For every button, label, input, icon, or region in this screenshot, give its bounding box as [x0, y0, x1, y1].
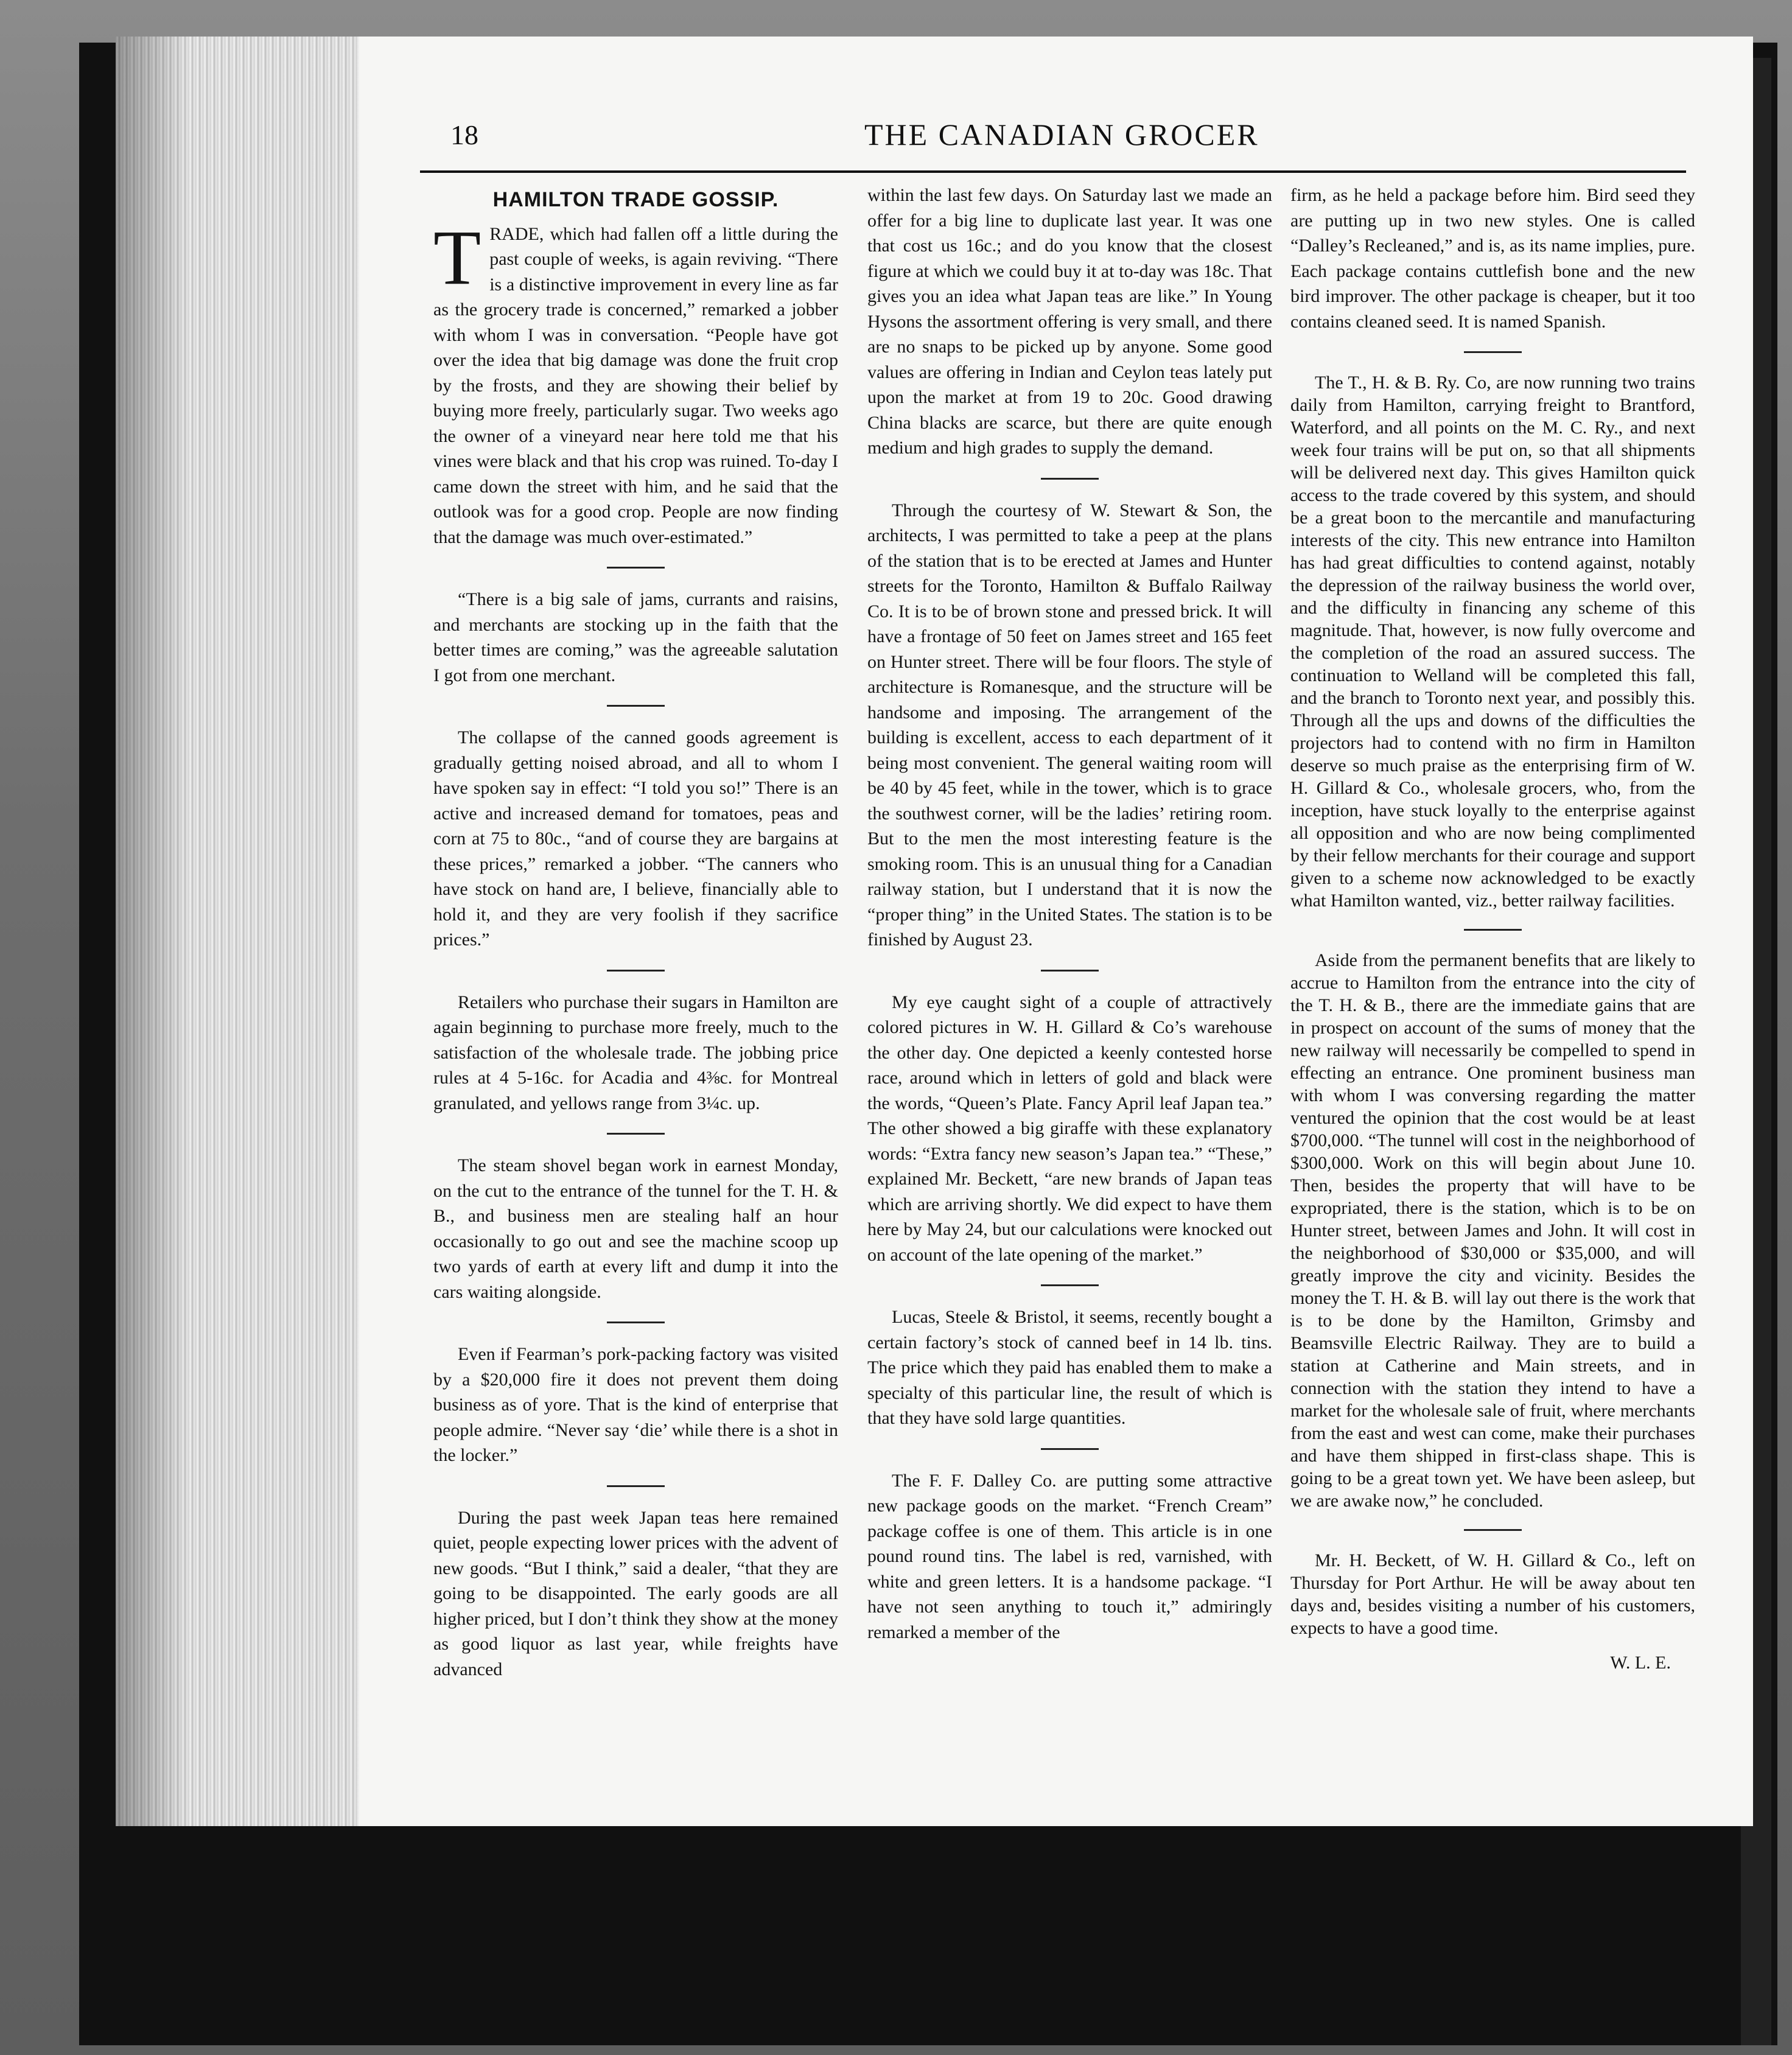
article-paragraph: Lucas, Steele & Bristol, it seems, recently bought a certain factory’s stock of canned beef in 14 lb. tins. The price which they paid has enabled them to make a specialty of this particular line, the result of which is that they have sold large quantities.	[867, 1307, 1272, 1428]
section-separator	[1041, 1448, 1099, 1450]
article-paragraph: TRADE, which had fallen off a little during the past couple of weeks, is again reviving. “There is a distinctive improvement in every line as far as the grocery trade is concerned,” remarked a jobber with whom I was in conversation. “People have got over the idea that big damage was done the fruit crop by the frosts, and they are showing their belief by buying more freely, particularly sugar. Two weeks ago the owner of a vineyard near here told me that his vines were black and that his crop was ruined. To-day I came down the street with him, and he said that the outlook was for a good crop. People are now finding that the damage was much over-estimated.”	[433, 214, 838, 547]
article-column-3	[1290, 183, 1695, 1676]
article-paragraph: within the last few days. On Saturday last we made an offer for a big line to duplicate last year. It was one that cost us 16c.; and do you know that the closest figure at which we could buy it at to-day was 18c. That gives you an idea what Japan teas are like.” In Young Hysons the assortment offering is very small, and there are no snaps to be picked up by anyone. Some good values are offering in Indian and Ceylon teas lately put upon the market at from 19 to 20c. Good drawing China blacks are scarce, but there are quite enough medium and high grades to supply the demand.	[867, 185, 1272, 458]
section-separator	[1464, 351, 1522, 353]
article-column-2	[867, 183, 1272, 1645]
section-separator	[1464, 1529, 1522, 1531]
section-separator	[1041, 1284, 1099, 1286]
section-separator	[607, 567, 665, 569]
section-separator	[1464, 929, 1522, 931]
header-rule	[420, 170, 1686, 173]
article-column-1	[433, 183, 838, 1682]
article-paragraph: Through the courtesy of W. Stewart & Son, the architects, I was permitted to take a peep at the plans of the station that is to be erected at James and Hunter streets for the Toronto, Hamilton & Buffalo Railway Co. It is to be of brown stone and pressed brick. It will have a frontage of 50 feet on James street and 165 feet on Hunter street. There will be four floors. The style of architecture is Romanesque, and the structure will be handsome and imposing. The arrangement of the building is excellent, access to each department of it being most convenient. The general waiting room will be 40 by 45 feet, while in the tower, which is to grace the southwest corner, will be the ladies’ retiring room. But to the men the most interesting feature is the smoking room. This is an unusual thing for a Canadian railway station, but I understand that it is now the “proper thing” in the United States. The station is to be finished by August 23.	[867, 500, 1272, 950]
article-paragraph: During the past week Japan teas here remained quiet, people expecting lower prices with the advent of new goods. “But I think,” said a dealer, “that they are going to be disappointed. The early goods are all higher priced, but I don’t think they show at the money as good liquor as last year, while freights have advanced	[433, 1507, 838, 1679]
page-number: 18	[450, 119, 478, 150]
page-edges-shadow	[116, 37, 189, 1826]
publication-title: THE CANADIAN GROCER	[864, 117, 1259, 152]
article-paragraph: firm, as he held a package before him. Bird seed they are putting up in two new styles. One is called “Dalley’s Recleaned,” and is, as its name implies, pure. Each package contains cuttlefish bone and the new bird improver. The other package is cheaper, but it too contains cleaned seed. It is named Spanish.	[1290, 185, 1695, 332]
article-paragraph: The F. F. Dalley Co. are putting some attractive new package goods on the market. “French Cream” package coffee is one of them. This article is in one pound round tins. The label is red, varnished, with white and green letters. It is a handsome package. “I have not seen anything to touch it,” admiringly remarked a member of the	[867, 1470, 1272, 1642]
section-separator	[607, 1322, 665, 1323]
article-paragraph: Retailers who purchase their sugars in Hamilton are again beginning to purchase more freely, much to the satisfaction of the wholesale trade. The jobbing price rules at 4 5-16c. for Acadia and 4⅜c. for Montreal granulated, and yellows range from 3¼c. up.	[433, 992, 838, 1113]
section-separator	[607, 970, 665, 971]
section-separator	[607, 1133, 665, 1135]
section-separator	[607, 705, 665, 707]
article-paragraph: The collapse of the canned goods agreement is gradually getting noised abroad, and all to whom I have spoken say in effect: “I told you so!” There is an active and increased demand for tomatoes, peas and corn at 75 to 80c., “and of course they are bargains at these prices,” remarked a jobber. “The canners who have stock on hand are, I believe, financially able to hold it, and they are very foolish if they sacrifice prices.”	[433, 727, 838, 950]
article-paragraph: Aside from the permanent benefits that are likely to accrue to Hamilton from the entrance into the city of the T. H. & B., there are the immediate gains that are in prospect on account of the sums of money that the new railway will necessarily be compelled to spend in effecting an entrance. One prominent business man with whom I was conversing regarding the matter ventured the opinion that the cost would be at least $700,000. “The tunnel will cost in the neighborhood of $300,000. Work on this will begin about June 10. Then, besides the property that will have to be expropriated, there is the station, which is to be on Hunter street, between James and John. It will cost in the neighborhood of $30,000 or $35,000, and will greatly improve the city and vicinity. Besides the money the T. H. & B. will lay out there is the work that is to be done by the Hamilton, Grimsby and Beamsville Electric Railway. They are to build a station at Catherine and Main streets, and in connection with the station they intend to have a market for the wholesale sale of fruit, where merchants from the east and west can come, make their purchases and have them shipped in first-class shape. This is going to be a great town yet. We have been asleep, but we are awake now,” he concluded.	[1290, 950, 1695, 1511]
article-paragraph: My eye caught sight of a couple of attractively colored pictures in W. H. Gillard & Co’s warehouse the other day. One depicted a keenly contested horse race, around which in letters of gold and black were the words, “Queen’s Plate. Fancy April leaf Japan tea.” The other showed a big giraffe with these explanatory words: “Extra fancy new season’s Japan tea.” “These,” explained Mr. Beckett, “are new brands of Japan teas which are arriving shortly. We did expect to have them here by May 24, but our calculations were knocked out on account of the late opening of the market.”	[867, 992, 1272, 1265]
article-paragraph: Even if Fearman’s pork-packing factory was visited by a $20,000 fire it does not prevent them doing business as of yore. That is the kind of enterprise that people admire. “Never say ‘die’ while there is a shot in the locker.”	[433, 1344, 838, 1465]
drop-cap: T	[433, 214, 481, 301]
article-paragraph: The steam shovel began work in earnest Monday, on the cut to the entrance of the tunnel for the T. H. & B., and business men are stealing half an hour occasionally to go out and see the machine scoop up two yards of earth at every lift and dump it into the cars waiting alongside.	[433, 1155, 838, 1302]
article-paragraph: “There is a big sale of jams, currants and raisins, and merchants are stocking up in the faith that the better times are coming,” was the agreeable salutation I got from one merchant.	[433, 589, 838, 685]
article-paragraph: The T., H. & B. Ry. Co, are now running two trains daily from Hamilton, carrying freight to Brantford, Waterford, and all points on the M. C. Ry., and next week four trains will be put on, so that all shipments will be delivered next day. This gives Hamilton quick access to the trade covered by this system, and should be a great boon to the mercantile and manufacturing interests of the city. This new entrance into Hamilton has had great difficulties to contend against, notably the depression of the railway business the world over, and the difficulty in financing any scheme of this magnitude. That, however, is now fully overcome and the completion of the road an assured success. The continuation to Welland will be completed this fall, and the branch to Toronto next year, and possibly this. Through all the ups and downs of the difficulties the projectors had to contend with no firm in Hamilton deserve so much praise as the enterprising firm of W. H. Gillard & Co., wholesale grocers, who, from the inception, have stuck loyally to the enterprise against all opposition and who are now being complimented by their fellow merchants for their courage and support given to a scheme now acknowledged to be exactly what Hamilton wanted, viz., better railway facilities.	[1290, 373, 1695, 911]
article-headline: HAMILTON TRADE GOSSIP.	[492, 188, 779, 211]
article-paragraph: Mr. H. Beckett, of W. H. Gillard & Co., left on Thursday for Port Arthur. He will be away about ten days and, besides visiting a number of his customers, expects to have a good time.	[1290, 1550, 1695, 1638]
section-separator	[607, 1485, 665, 1487]
author-signature: W. L. E.	[1610, 1653, 1671, 1673]
section-separator	[1041, 970, 1099, 971]
section-separator	[1041, 478, 1099, 480]
